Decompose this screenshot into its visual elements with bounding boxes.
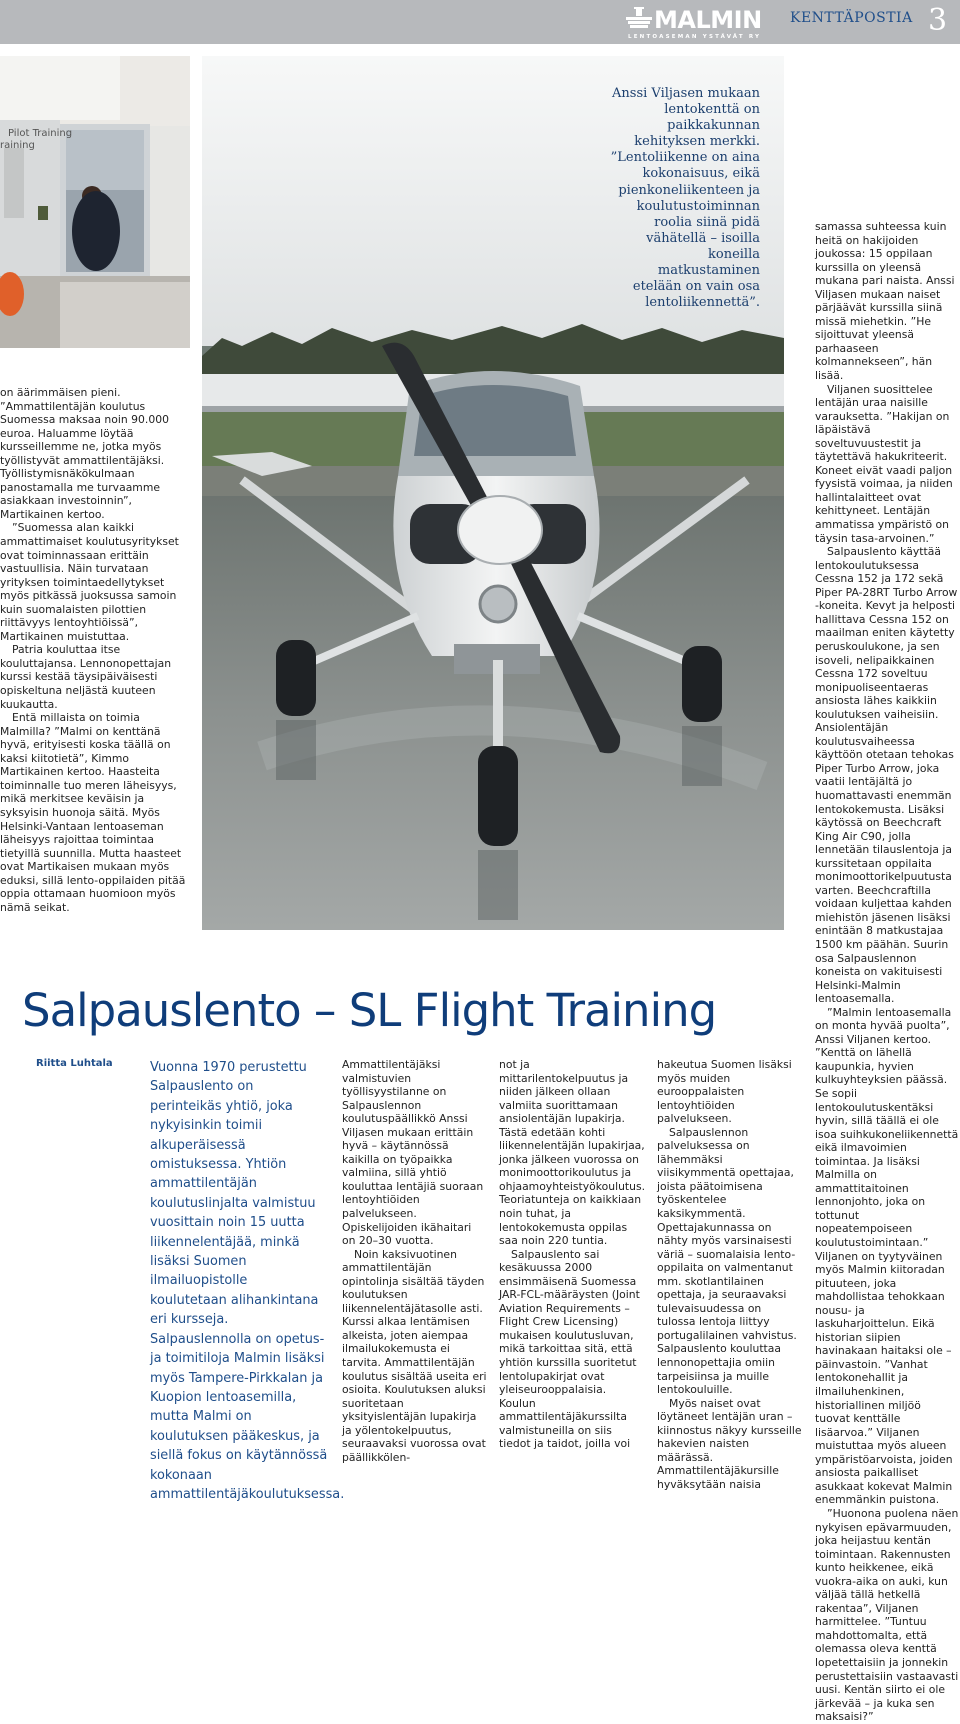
logo-word: MALMIN — [654, 6, 762, 34]
right-text-column — [815, 220, 959, 1724]
paragraph: Ammattilentäjäksi valmistuvien työllisyystilanne on Salpauslennon koulutuspäällikkö Anssi Viljasen mukaan erittäin hyvä – käytännössä kaikilla on työpaikka valmiina, sillä yhtiö kouluttaa lentäjiä suoraan lentoyhtiöiden palvelukseen. Opiskelijoiden ikähaitari on 20–30 vuotta. — [342, 1058, 484, 1248]
paragraph: ”Suomessa alan kaikki ammattimaiset koulutusyritykset ovat toiminnassaan erittäin vastuullisia. Näin turvataan yrityksen toimintaedellytykset myös pitkässä juoksussa samoin kuin suomalaisten pilottien riittävyys lentoyhtiöissä”, Martikainen muistuttaa. — [0, 521, 179, 643]
paragraph: ”Malmin lentoasemalla on monta hyvää puolta”, Anssi Viljanen kertoo. ”Kenttä on lähellä kaupunkia, hyvien kulkuyhteyksien päässä. Se sopii lentokoulutuskentäksi hyvin, sillä täällä ei ole isoa suihkukoneliikennettä eikä ilmavoimien toimintaa. Ja lisäksi Malmilla on ammattitaitoinen lennonjohto, joka on tottunut nopeatempoiseen koulutustoimintaan.” Viljanen on tyytyväinen myös Malmin kiitoradan pituuteen, joka mahdollistaa tehokkaan nousu- ja laskuharjoittelun. Eikä historian siipien havinakaan haitaksi ole – päinvastoin. ”Vanhat lentokonehallit ja ilmailuhenkinen, historiallinen miljöö tuovat kenttälle lisäarvoa.” Viljanen muistuttaa myös alueen ympäristöarvoista, joiden ansiosta paikalliset asukkaat kokevat Malmin enemmänkin puistona. — [815, 1005, 959, 1507]
paragraph: ”Huonona puolena näen nykyisen epävarmuuden, joka heijastuu kentän toimintaan. Rakennusten kunto heikkenee, eikä vuokra-aika on auki, kun väljää tällä hetkellä rakentaa”, Viljanen harmittelee. ”Tuntuu mahdottomalta, että olemassa oleva kenttä lopetettaisiin ja jonnekin perustettaisiin vastaavasti uusi. Kentän siirto ei ole järkevää – ja kuka sen maksaisi?” — [815, 1506, 959, 1724]
photo-caption: Anssi Viljasen mukaan lentokenttä on paikkakunnan kehityksen merkki. ”Lentoliikenne on aina kokonaisuus, eikä pienkoneliikenteen ja koulutustoiminnan roolia siinä pidä vähätellä – isoilla koneilla matkustaminen etelään on vain osa lentoliikennettä”. — [610, 86, 760, 311]
body-column-2 — [499, 1058, 645, 1451]
paragraph: Myös naiset ovat löytäneet lentäjän uran – kiinnostus näkyy kursseille hakevien naisten määrässä. Ammattilentäjäkursille hyväksytään naisia — [657, 1396, 802, 1491]
paragraph: samassa suhteessa kuin heitä on hakijoiden joukossa: 15 oppilaan kurssilla on yleensä mukana pari naista. Anssi Viljasen mukaan naiset pärjäävät kurssilla siinä missä miehetkin. ”He sijoittuvat yleensä parhaaseen kolmannekseen”, hän lisää. — [815, 220, 955, 383]
paragraph: Salpauslento sai kesäkuussa 2000 ensimmäisenä Suomessa JAR-FCL-määräysten (Joint Aviation Requirements – Flight Crew Licensing) mukaisen koulutusluvan, mikä tarkoittaa sitä, että yhtiön kurssilla suoritetut lentolupakirjat ovat yleiseurooppalaisia. Koulun ammattilentäjäkurssilta valmistuneilla on siis tiedot ja taidot, joilla voi — [499, 1247, 640, 1451]
left-text-column — [0, 386, 188, 914]
malmin-logo — [622, 5, 762, 41]
byline: Riitta Luhtala — [36, 1058, 113, 1069]
paragraph: Salpauslento käyttää lentokoulutuksessa Cessna 152 ja 172 sekä Piper PA-28RT Turbo Arrow -koneita. Kevyt ja helposti hallittava Cessna 152 on maailman eniten käytetty peruskoulukone, ja sen isoveli, nelipaikkainen Cessna 172 soveltuu monipuoliseentaeras ansiosta lähes kaikkiin koulutuksen vaiheisiin. Ansiolentäjän koulutusvaiheessa käyttöön otetaan tehokas Piper Turbo Arrow, joka vaatii lentäjältä jo huomattavasti enemmän lentokokemusta. Lisäksi käytössä on Beechcraft King Air C90, jolla lennetään tilauslentoja ja kurssitetaan oppilaita monimoottorikelpuutusta varten. Beechcraftilla voidaan kuljettaa kahden miehistön jäsenen lisäksi enintään 8 matkustajaa 1500 km päähän. Suurin osa Salpauslennon koneista on vakituisesti Helsinki-Malmin lentoasemalla. — [815, 545, 958, 1006]
page-number: 3 — [928, 3, 948, 38]
paragraph: Salpauslennon palveluksessa on lähemmäksi viisikymmentä opettajaa, joista päätoimisena työskentelee kaksikymmentä. Opettajakunnassa on nähty myös varsinaisesti väriä – suomalaisia lento-oppilaita on valmentanut mm. skotlantilainen opettaja, ja seuraavaksi tulevaisuudessa on tulossa lentoja liittyy portugalilainen vahvistus. Salpauslento kouluttaa lennonopettajia omiin tarpeisiinsa ja muille lentokouluille. — [657, 1125, 797, 1397]
paragraph: Entä millaista on toimia Malmilla? ”Malmi on kenttänä hyvä, erityisesti koska täällä on kaksi kiitotietä”, Kimmo Martikainen kertoo. Haasteita toiminnalle tuo meren läheisyys, mikä merkitsee keväisin ja syksyisin huonoja säitä. Myös Helsinki-Vantaan lentoaseman läheisyys rajoittaa toimintaa tietyillä suunnilla. Mutta haasteet ovat Martikaisen mukaan myös eduksi, sillä lento-oppilaiden pitää oppia ottamaan huomioon myös nämä seikat. — [0, 711, 186, 914]
paragraph: hakeutua Suomen lisäksi myös muiden eurooppalaisten lentoyhtiöiden palvelukseen. — [657, 1058, 792, 1126]
section-label: KENTTÄPOSTIA — [790, 10, 913, 26]
paragraph: on äärimmäisen pieni. ”Ammattilentäjän koulutus Suomessa maksaa noin 90.000 euroa. Haluamme löytää kursseillemme ne, jotka myös työllistyvät ammattilentäjäksi. Työllistymisnäkökulmaan panostamalla me turvaamme asiakkaan investoinnin”, Martikainen kertoo. — [0, 386, 169, 521]
paragraph: not ja mittarilentokelpuutus ja niiden jälkeen ollaan valmiita suorittamaan ansiolentäjän lupakirja. Tästä edetään kohti liikennelentäjän lupakirjaa, jonka jälkeen vuorossa on monimoottorikoulutus ja ohjaamoyhteistyökoulutus. Teoriatunteja on kaikkiaan noin tuhat, ja lentokokemusta oppilas saa noin 220 tuntia. — [499, 1058, 646, 1248]
sign-text-2: raining — [0, 140, 35, 151]
logo-subtitle: LENTOASEMAN YSTÄVÄT RY — [628, 34, 762, 40]
malmin-terminal-icon — [624, 7, 654, 33]
body-column-3 — [657, 1058, 803, 1492]
sign-text-1: Pilot Training — [8, 128, 73, 139]
paragraph: Patria kouluttaa itse kouluttajansa. Lennonopettajan kurssi kestää täysipäiväisesti opiskeltuna neljästä kuuteen kuukautta. — [0, 643, 172, 711]
article-headline: Salpauslento – SL Flight Training — [22, 984, 717, 1037]
paragraph: Noin kaksivuotinen ammattilentäjän opintolinja sisältää täyden koulutuksen liikennelentäjätasolle asti. Kurssi alkaa lentämisen alkeista, joten aiempaa ilmailukokemusta ei tarvita. Ammattilentäjän koulutus sisältää useita eri osioita. Koulutuksen aluksi suoritetaan yksityislentäjän lupakirja ja yölentokelpuutus, seuraavaksi vuorossa ovat päällikkölen- — [342, 1247, 487, 1464]
body-column-1 — [342, 1058, 488, 1464]
pilot-training-photo — [0, 56, 190, 348]
lead-paragraph: Vuonna 1970 perustettu Salpauslento on perinteikäs yhtiö, joka nykyisinkin toimii alkuperäisessä omistuksessa. Yhtiön ammattilentäjän koulutuslinjalta valmistuu vuosittain noin 15 uutta liikennelentäjää, minkä lisäksi Suomen ilmailuopistolle koulutetaan alihankintana eri kursseja. Salpauslennolla on opetus- ja toimitiloja Malmin lisäksi myös Tampere-Pirkkalan ja Kuopion lentoasemilla, mutta Malmi on koulutuksen pääkeskus, ja siellä fokus on käytännössä kokonaan ammattilentäjäkoulutuksessa. — [150, 1060, 345, 1502]
paragraph: Viljanen suosittelee lentäjän uraa naisille varauksetta. ”Hakijan on läpäistävä soveltuvuustestit ja täytettävä hakukriteerit. Koneet eivät vaadi paljon fyysistä voimaa, ja niiden hallintalaitteet ovat kehittyneet. Lentäjän ammatissa ympäristö on täysin tasa-arvoinen.” — [815, 382, 953, 545]
